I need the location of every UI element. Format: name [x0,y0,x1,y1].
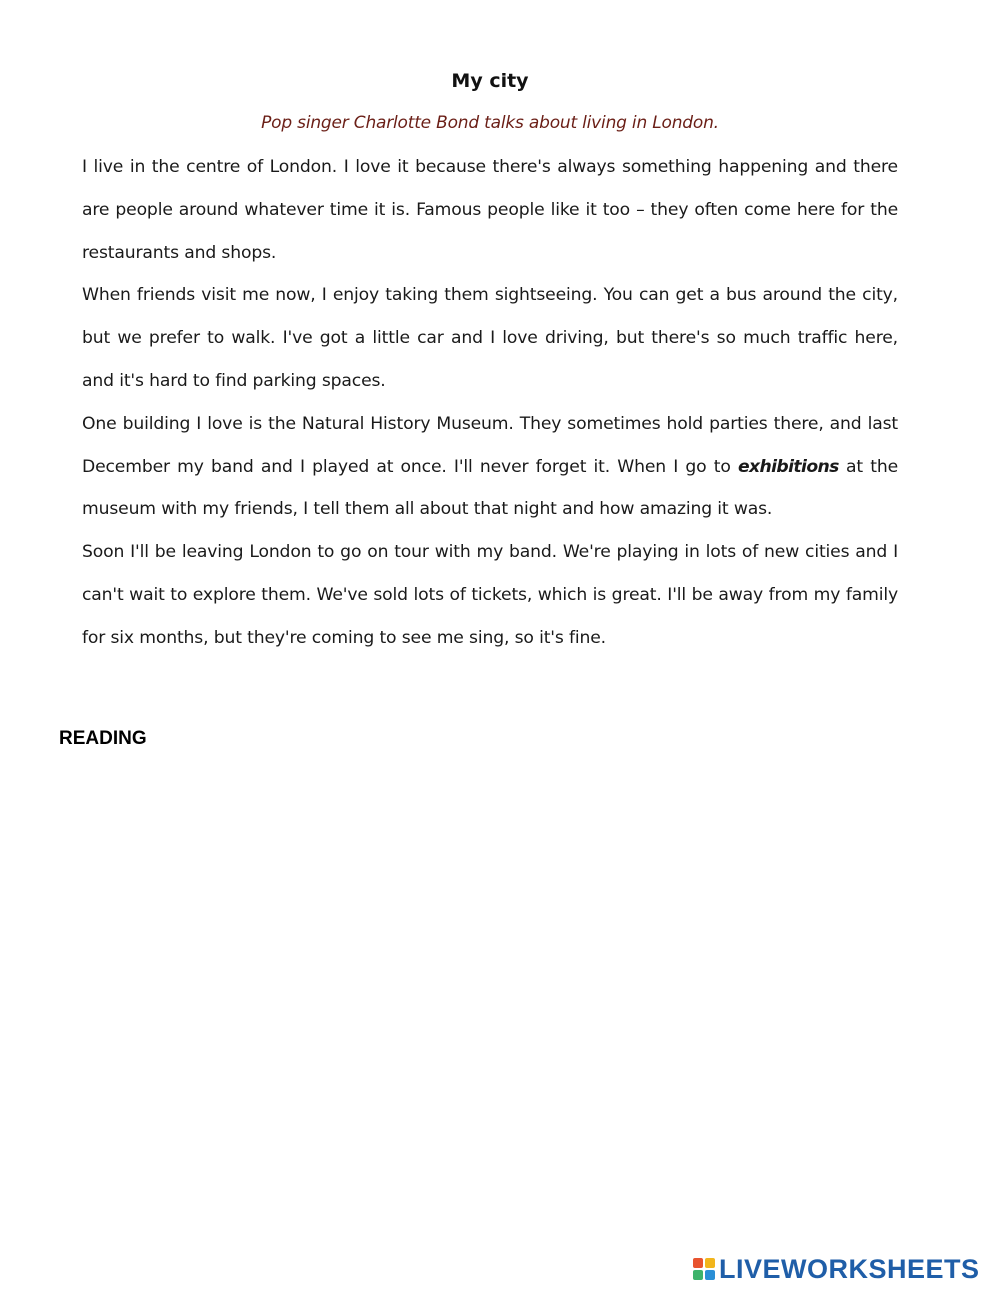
logo-square-4 [705,1270,715,1280]
article-subtitle: Pop singer Charlotte Bond talks about living in London. [261,113,719,133]
logo-square-2 [705,1258,715,1268]
brand-logo [693,1253,980,1285]
logo-square-3 [693,1270,703,1280]
section-label: READING [59,728,147,749]
paragraph-3-end: at the museum with my friends, I tell them all about that night and how amazing it was. [82,456,898,520]
paragraph-3 [82,403,898,531]
liveworksheets-icon [693,1258,715,1280]
article [82,62,898,660]
highlighted-word: exhibitions [737,456,839,477]
paragraph-4: Soon I'll be leaving London to go on tour with my band. We're playing in lots of new cities and I can't wait to explore them. We've sold lots of tickets, which is great. I'll be away from my family for six months, but they're coming to see me sing, so it's fine. [82,542,898,648]
article-title: My city [451,70,529,92]
paragraph-1: I live in the centre of London. I love it because there's always something happening and there are people around whatever time it is. Famous people like it too – they often come here for the restaurants and shops. [82,157,898,263]
logo-square-1 [693,1258,703,1268]
paragraph-2: When friends visit me now, I enjoy taking them sightseeing. You can get a bus around the city, but we prefer to walk. I've got a little car and I love driving, but there's so much traffic here, and it's hard to find parking spaces. [82,285,898,391]
paragraph-3-start: One building I love is the Natural History Museum. They sometimes hold parties there, and last December my band and I played at once. I'll never forget it. When I go to [82,413,898,477]
brand-name: LIVEWORKSHEETS [719,1253,980,1284]
